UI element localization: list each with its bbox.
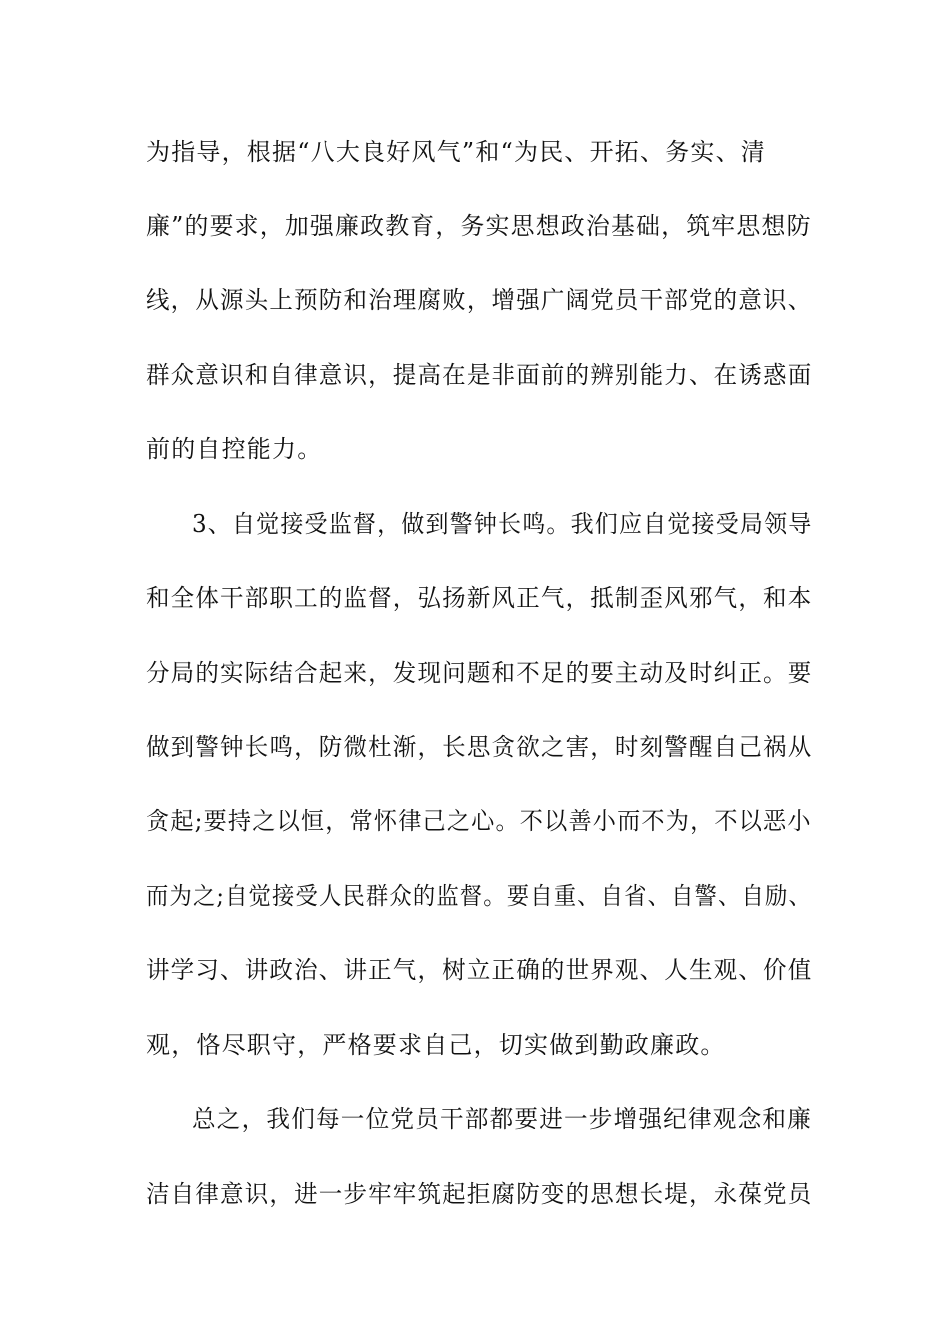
text-line: 前的自控能力。 [146,435,323,463]
text-line: 贪起;要持之以恒，常怀律己之心。不以善小而不为，不以恶小 [146,807,812,835]
text-line: 3、自觉接受监督，做到警钟长鸣。我们应自觉接受局领导 [192,510,813,538]
text-line: 分局的实际结合起来，发现问题和不足的要主动及时纠正。要 [146,659,813,687]
text-line: 而为之;自觉接受人民群众的监督。要自重、自省、自警、自励、 [146,882,812,910]
text-line: 为指导，根据“八大良好风气”和“为民、开拓、务实、清 [146,138,767,166]
text-line: 线，从源头上预防和治理腐败，增强广阔党员干部党的意识、 [146,286,813,314]
text-line: 和全体干部职工的监督，弘扬新风正气，抵制歪风邪气，和本 [146,584,813,612]
text-line: 做到警钟长鸣，防微杜渐，长思贪欲之害，时刻警醒自己祸从 [146,733,813,761]
text-line: 群众意识和自律意识，提高在是非面前的辨别能力、在诱惑面 [146,361,813,389]
text-line: 洁自律意识，进一步牢牢筑起拒腐防变的思想长堤，永葆党员 [146,1180,813,1208]
text-line: 观，恪尽职守，严格要求自己，切实做到勤政廉政。 [146,1031,726,1059]
text-line: 廉”的要求，加强廉政教育，务实思想政治基础，筑牢思想防 [146,212,812,240]
text-line: 总之，我们每一位党员干部都要进一步增强纪律观念和廉 [192,1105,812,1133]
text-line: 讲学习、讲政治、讲正气，树立正确的世界观、人生观、价值 [146,956,813,984]
